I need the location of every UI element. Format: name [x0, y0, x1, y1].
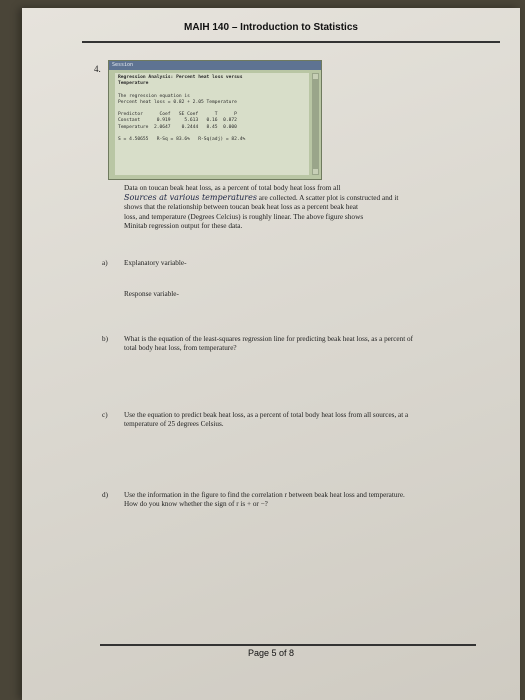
intro-line-2: are collected. A scatter plot is constructed and it	[256, 192, 399, 202]
regression-equation: Percent heat loss = 0.82 + 2.05 Temperature	[118, 99, 237, 105]
question-intro	[124, 183, 414, 231]
regression-heading-2: Temperature	[118, 81, 149, 87]
minitab-scrollbar	[312, 73, 319, 175]
coef-row-constant: Constant 0.919 5.613 0.16 0.872	[118, 118, 237, 124]
coef-table-header: Predictor Coef SE Coef T P	[118, 112, 237, 118]
minitab-output-screenshot	[108, 60, 322, 180]
part-c-label: c)	[102, 411, 108, 419]
part-a-explanatory: Explanatory variable-	[124, 259, 187, 267]
part-a-response: Response variable-	[124, 290, 179, 298]
header-rule	[82, 41, 500, 43]
scroll-down-arrow-icon	[313, 169, 318, 174]
regression-heading-1: Regression Analysis: Percent heat loss versus	[118, 75, 243, 80]
page-header-title: MAIH 140 – Introduction to Statistics	[184, 22, 358, 33]
part-a-label: a)	[102, 259, 108, 267]
page-number: Page 5 of 8	[247, 648, 295, 658]
handwritten-note: Sources at various temperatures	[124, 192, 257, 202]
scroll-up-arrow-icon	[313, 74, 318, 79]
model-fit-stats: S = 4.50655 R-Sq = 83.6% R-Sq(adj) = 82.4%	[118, 137, 246, 143]
coef-row-temperature: Temperature 2.0647 0.2444 8.45 0.000	[118, 124, 237, 130]
part-d-label: d)	[102, 491, 108, 499]
worksheet-page	[22, 8, 520, 700]
part-b-text: What is the equation of the least-squares regression line for predicting beak heat loss, as a percent of total body heat loss, from temperature?	[124, 335, 413, 353]
part-d-text: Use the information in the figure to find the correlation r between beak heat loss and temperature. How do you know whether the sign of r is + or −?	[124, 491, 405, 509]
part-b-label: b)	[102, 335, 108, 343]
minitab-window-title: Session	[109, 61, 321, 70]
part-c-text: Use the equation to predict beak heat loss, as a percent of total body heat loss from all sources, at a temperature of 25 degrees Celsius.	[124, 411, 409, 429]
intro-line-4: loss, and temperature (Degrees Celcius) is roughly linear. The above figure shows	[124, 211, 364, 221]
footer-rule	[100, 644, 476, 646]
intro-line-3: shows that the relationship between toucan beak heat loss as a percent beak heat	[124, 202, 359, 212]
intro-line-1: Data on toucan beak heat loss, as a percent of total body heat loss from all	[124, 183, 341, 192]
question-number: 4.	[94, 64, 101, 74]
equation-label: The regression equation is	[118, 93, 190, 99]
minitab-session-text	[115, 73, 309, 175]
intro-line-5: Minitab regression output for these data.	[124, 221, 243, 231]
